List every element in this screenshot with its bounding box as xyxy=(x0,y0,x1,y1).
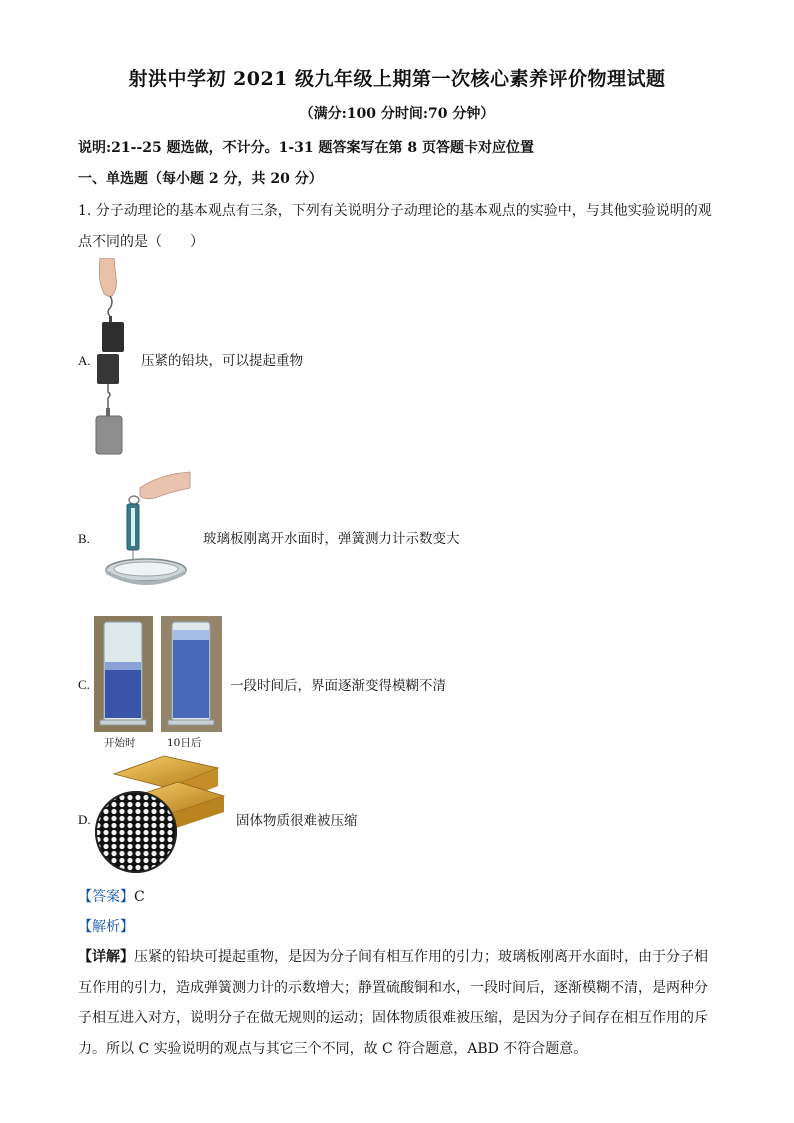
option-c xyxy=(78,674,90,693)
answer-line xyxy=(78,886,145,906)
option-b-letter: B. xyxy=(78,531,90,546)
option-c-letter: C. xyxy=(78,677,90,692)
exam-subtitle: （满分:100 分时间:70 分钟） xyxy=(299,106,495,122)
diffusion-cylinders-image xyxy=(94,616,222,732)
detail-block xyxy=(78,942,708,1064)
detail-line-3: 子相互进入对方，说明分子在做无规则的运动；固体物质很难被压缩，是因为分子间存在相互作用的斥 xyxy=(78,1010,708,1026)
spring-scale-image xyxy=(100,470,192,590)
detail-line-4: 力。所以 C 实验说明的观点与其它三个不同，故 C 符合题意，ABD 不符合题意。 xyxy=(78,1040,588,1057)
option-a xyxy=(78,350,91,369)
caption-start: 开始时 xyxy=(104,737,136,749)
page-title: 射洪中学初 2021 级九年级上期第一次核心素养评价物理试题 xyxy=(128,68,666,90)
option-d-letter: D. xyxy=(78,812,91,827)
analysis-label: 【解析】 xyxy=(78,919,134,935)
option-c-text: 一段时间后，界面逐渐变得模糊不清 xyxy=(230,678,446,694)
question-stem-line-1: 1. 分子动理论的基本观点有三条，下列有关说明分子动理论的基本观点的实验中，与其他实验说明的观 xyxy=(78,203,712,219)
exam-note: 说明:21--25 题选做，不计分。1-31 题答案写在第 8 页答题卡对应位置 xyxy=(78,140,535,156)
option-d xyxy=(78,809,91,828)
section-heading: 一、单选题（每小题 2 分，共 20 分） xyxy=(78,171,323,187)
lead-blocks-image xyxy=(92,258,132,458)
question-stem-line-2: 点不同的是（ ） xyxy=(78,234,204,250)
answer-label: 【答案】 xyxy=(78,889,134,905)
option-a-text: 压紧的铅块，可以提起重物 xyxy=(141,353,303,369)
option-b xyxy=(78,528,90,547)
caption-after-10-days: 10日后 xyxy=(167,737,202,749)
option-a-letter: A. xyxy=(78,353,91,368)
gold-bars-lattice-image xyxy=(94,752,228,876)
detail-label: 【详解】 xyxy=(78,949,134,965)
detail-text-1: 压紧的铅块可提起重物，是因为分子间有相互作用的引力；玻璃板刚离开水面时，由于分子相 xyxy=(134,949,708,965)
option-b-text: 玻璃板刚离开水面时，弹簧测力计示数变大 xyxy=(203,531,460,547)
detail-line-2: 互作用的引力，造成弹簧测力计的示数增大；静置硫酸铜和水，一段时间后，逐渐模糊不清，是两种分 xyxy=(78,979,708,996)
option-d-text: 固体物质很难被压缩 xyxy=(236,813,358,829)
answer-value: C xyxy=(134,889,145,905)
detail-line-1 xyxy=(78,942,708,973)
